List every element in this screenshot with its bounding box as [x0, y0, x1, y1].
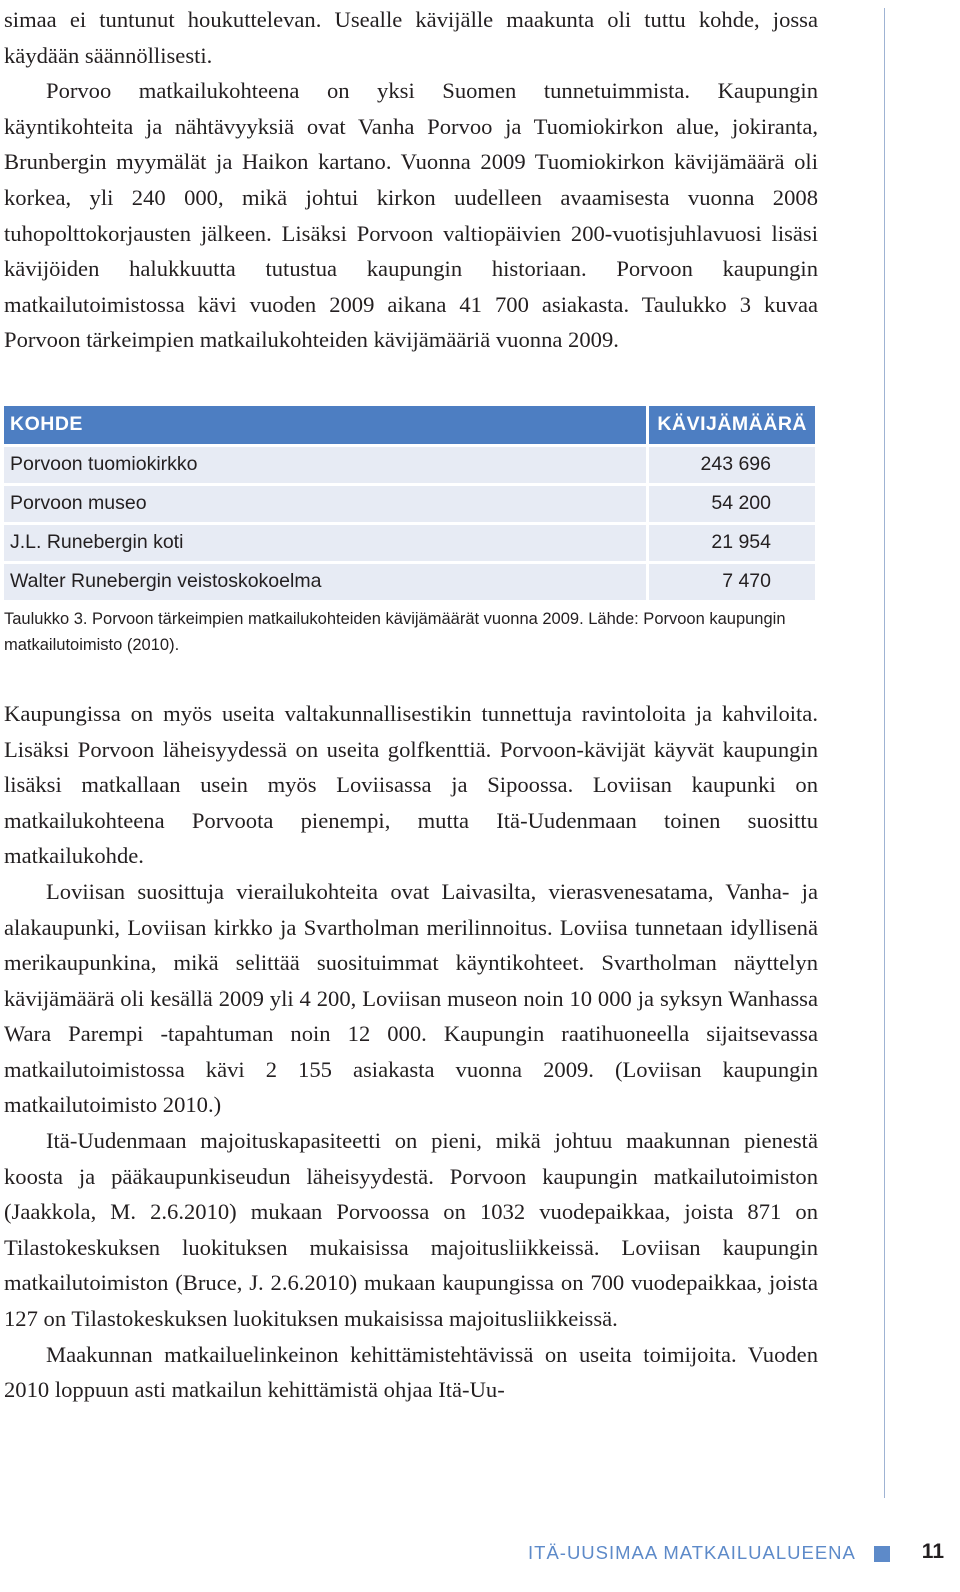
- table-row: [4, 486, 818, 522]
- paragraph-continued: simaa ei tuntunut houkuttelevan. Usealle kävijälle maakunta oli tuttu kohde, jossa käydään säännöllisesti.: [4, 7, 818, 68]
- table-caption: Taulukko 3. Porvoon tärkeimpien matkailukohteiden kävijämäärät vuonna 2009. Lähde: Porvoon kaupungin matkailutoimisto (2010).: [4, 609, 786, 654]
- footer-square-marker: [874, 1546, 890, 1562]
- visitor-table: [4, 406, 818, 600]
- cell-kohde: Walter Runebergin veistoskokoelma: [4, 564, 646, 600]
- page-footer: [528, 1540, 948, 1570]
- table-header-row: [4, 406, 818, 444]
- cell-kohde: Porvoon museo: [4, 486, 646, 522]
- paragraph-porvoo: Porvoo matkailukohteena on yksi Suomen tunnetuimmista. Kaupungin käyntikohteita ja nähtävyyksiä ovat Vanha Porvoo ja Tuomiokirkon alue, jokiranta, Brunbergin myymälät ja Haikon kartano. Vuonna 2009 Tuomiokirkon kävijämäärä oli korkea, yli 240 000, mikä johtui kirkon uudelleen avaamisesta vuonna 2008 tuhopolttokorjausten jälkeen. Lisäksi Porvoon valtiopäivien 200-vuotisjuhlavuosi lisäsi kävijöiden halukkuutta tutustua kaupungin historiaan. Porvoon kaupungin matkailutoimistossa kävi vuoden 2009 aikana 41 700 asiakasta. Taulukko 3 kuvaa Porvoon tärkeimpien matkailukohteiden kävijämääriä vuonna 2009.: [4, 78, 818, 353]
- header-kavijamaara: KÄVIJÄMÄÄRÄ: [649, 406, 815, 444]
- header-kohde: KOHDE: [4, 406, 646, 444]
- paragraph-development: Maakunnan matkailuelinkeinon kehittämistehtävissä on useita toimijoita. Vuoden 2010 loppuun asti matkailun kehittämistä ohjaa Itä-Uu-: [4, 1341, 818, 1403]
- cell-kavijamaara: 7 470: [649, 564, 815, 600]
- cell-kavijamaara: 54 200: [649, 486, 815, 522]
- table-row: [4, 525, 818, 561]
- table-row: [4, 564, 818, 600]
- paragraph-accommodation: Itä-Uudenmaan majoituskapasiteetti on pieni, mikä johtuu maakunnan pienestä koosta ja pääkaupunkiseudun läheisyydestä. Porvoon kaupungin matkailutoimiston (Jaakkola, M. 2.6.2010) mukaan Porvoossa on 1032 vuodepaikkaa, joista 871 on Tilastokeskuksen luokituksen mukaisissa majoitusliikkeissä. Loviisan kaupungin matkailutoimiston (Bruce, J. 2.6.2010) mukaan kaupungissa on 700 vuodepaikkaa, joista 127 on Tilastokeskuksen luokituksen mukaisissa majoitusliikkeissä.: [4, 1128, 818, 1332]
- margin-rule: [884, 8, 885, 1498]
- cell-kavijamaara: 21 954: [649, 525, 815, 561]
- table-row: [4, 447, 818, 483]
- cell-kohde: Porvoon tuomiokirkko: [4, 447, 646, 483]
- paragraph-loviisa: Loviisan suosittuja vierailukohteita ovat Laivasilta, vierasvenesatama, Vanha- ja alakaupunki, Loviisan kirkko ja Svartholman merilinnoitus. Loviisa tunnetaan idyllisenä merikaupunkina, mikä selittää suosituimmat käyntikohteet. Svartholman näyttelyn kävijämäärä oli kesällä 2009 yli 4 200, Loviisan museon noin 10 000 ja syksyn Wanhassa Wara Parempi -tapahtuman noin 12 000. Kaupungin raatihuoneella sijaitsevassa matkailutoimistossa kävi 2 155 asiakasta vuonna 2009. (Loviisan kaupungin matkailutoimisto 2010.): [4, 878, 818, 1118]
- paragraph-restaurants: Kaupungissa on myös useita valtakunnallisestikin tunnettuja ravintoloita ja kahviloita. Lisäksi Porvoon läheisyydessä on useita golfkenttiä. Porvoon-kävijät käyvät kaupungin lisäksi matkallaan usein myös Loviisassa ja Sipoossa. Loviisan kaupunki on matkailukohteena Porvoota pienempi, mutta Itä-Uudenmaan toinen suosittu matkailukohde.: [4, 700, 818, 869]
- main-text-column: [4, 0, 818, 1408]
- cell-kavijamaara: 243 696: [649, 447, 815, 483]
- footer-section-title: ITÄ-UUSIMAA MATKAILUALUEENA: [528, 1542, 856, 1563]
- cell-kohde: J.L. Runebergin koti: [4, 525, 646, 561]
- page-number: 11: [921, 1540, 944, 1563]
